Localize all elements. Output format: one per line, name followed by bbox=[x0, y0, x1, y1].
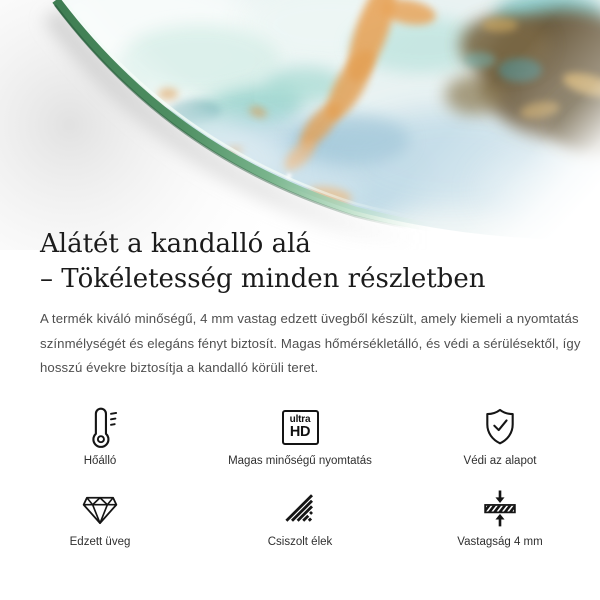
ultra-hd-text-top: ultra bbox=[289, 414, 311, 425]
feature-thickness bbox=[400, 483, 600, 548]
description-line: A termék kiváló minőségű, 4 mm vastag edzett üvegből készült, amely kiemeli a nyomtatás bbox=[40, 311, 579, 326]
feature-polished-edges bbox=[200, 483, 400, 548]
feature-protects-base bbox=[400, 402, 600, 467]
page-title bbox=[40, 227, 485, 297]
feature-label: Edzett üveg bbox=[69, 536, 131, 548]
feature-grid bbox=[0, 402, 600, 548]
feature-label: Csiszolt élek bbox=[267, 536, 333, 548]
feature-heat-resistant bbox=[0, 402, 200, 467]
thermometer-icon bbox=[78, 405, 122, 449]
description-line: hosszú évekre biztosítja a kandalló körüli teret. bbox=[40, 360, 319, 375]
page-title-line2: – Tökéletesség minden részletben bbox=[40, 264, 486, 294]
feature-hd-print bbox=[200, 402, 400, 467]
description-line: színmélységét és elegáns fényt biztosít. Magas hőmérsékletálló, és védi a sérülésektől, így bbox=[40, 335, 581, 351]
white-fade-overlay bbox=[0, 0, 600, 250]
feature-label: Magas minőségű nyomtatás bbox=[228, 455, 372, 467]
page-title-line1: Alátét a kandalló alá bbox=[40, 229, 311, 259]
feature-label: Védi az alapot bbox=[463, 455, 537, 467]
polished-edge-icon bbox=[284, 492, 316, 524]
feature-label: Hőálló bbox=[83, 455, 117, 467]
feature-label: Vastagság 4 mm bbox=[457, 536, 543, 548]
shield-check-icon bbox=[479, 406, 521, 448]
product-description bbox=[40, 307, 581, 381]
glass-plate-illustration bbox=[0, 0, 600, 250]
feature-tempered-glass bbox=[0, 483, 200, 548]
ultra-hd-icon bbox=[282, 410, 319, 445]
product-image bbox=[0, 0, 600, 250]
diamond-icon bbox=[80, 490, 120, 526]
ultra-hd-text-bottom: HD bbox=[289, 424, 311, 440]
thickness-icon bbox=[480, 487, 520, 529]
